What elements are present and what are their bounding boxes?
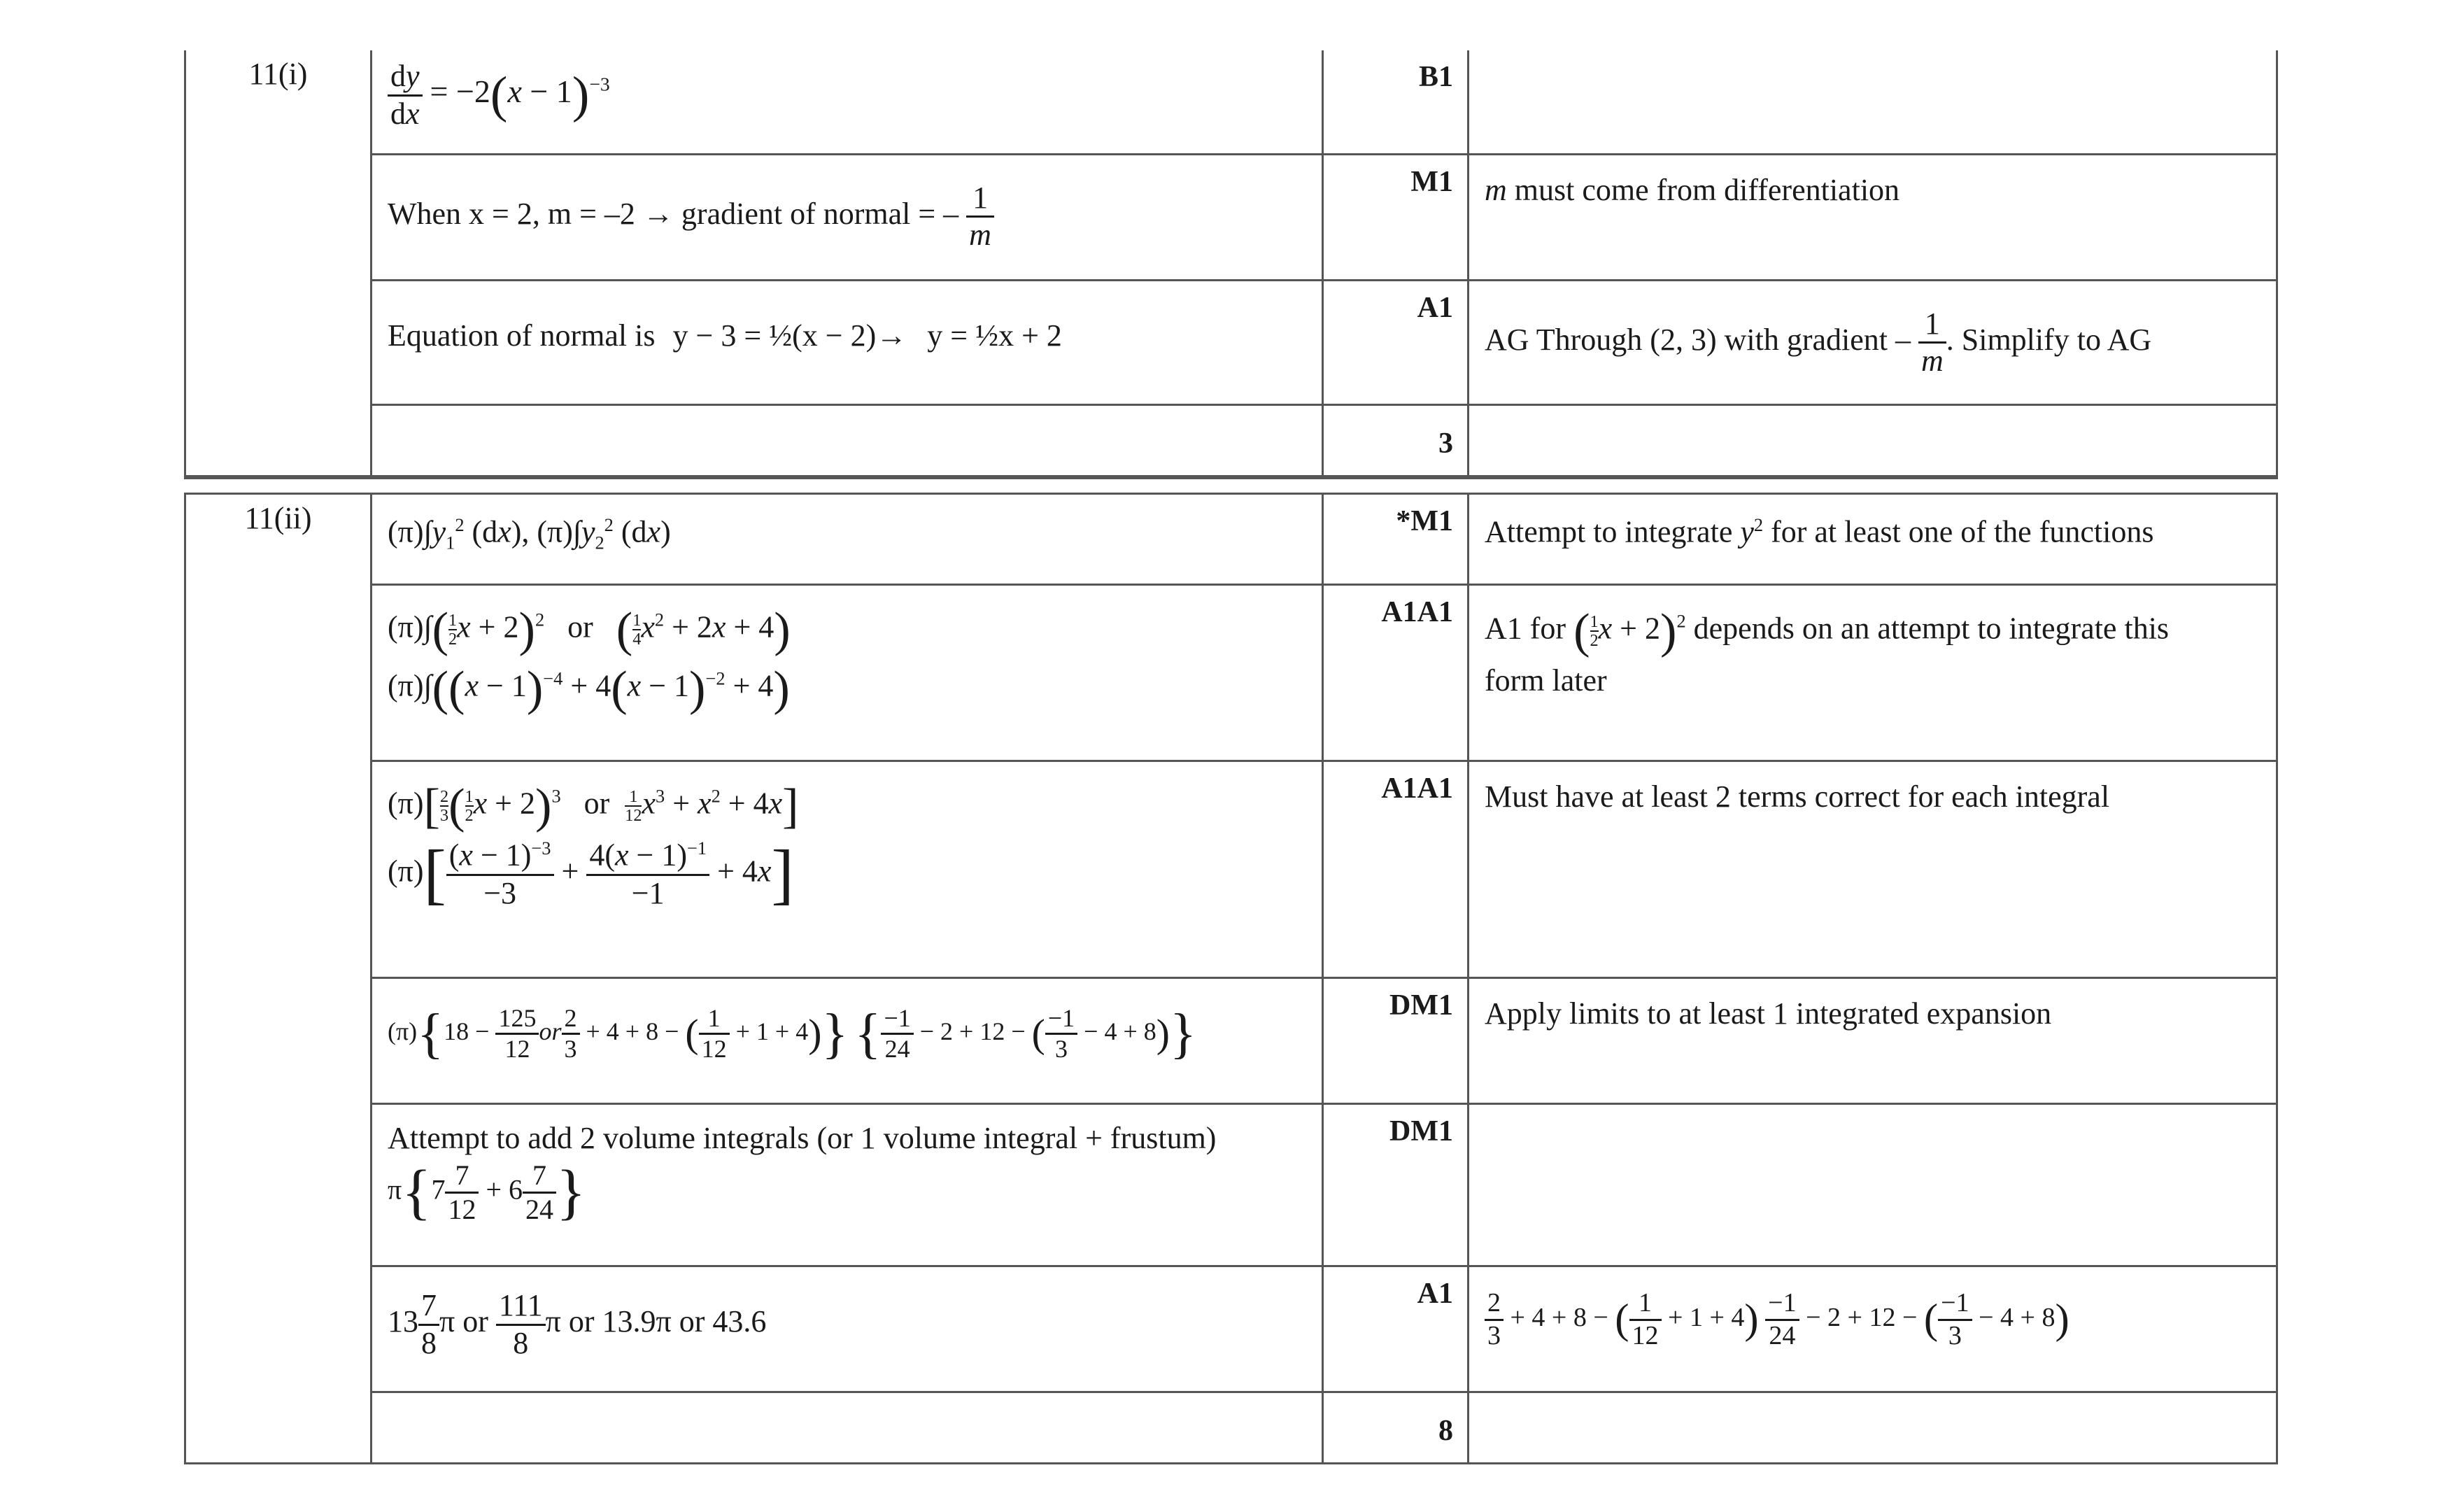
empty-answer-cell	[372, 404, 1323, 476]
guidance-text: depends on an attempt to integrate this	[1693, 611, 2170, 646]
mark-code: M1	[1323, 154, 1469, 280]
mark-code: A1	[1323, 1266, 1469, 1392]
fraction-numerator: 1	[966, 181, 994, 218]
empty-answer-cell	[372, 1392, 1323, 1464]
answer-integrated: (π)[ $\frac{2}{3}$ ( $\frac{1}{2}$ x + 2)$^3$ or $\frac{1}{12}$ $x^3 + x^2 + 4x$] (π)[ $\frac{(x - 1)^{-3}}{-3}$ + $\frac{4(x - 1)^{-1}}{-1}$ + 4x]	[372, 761, 1323, 978]
guidance-cell	[1469, 1104, 2277, 1266]
answer-text: When x = 2, m = –2 → gradient of normal = –	[388, 196, 959, 231]
answer-equation-2: y = ½x + 2	[927, 318, 1062, 353]
answer-limits: (π){18 − $\frac{125}{12}$ or $\frac{2}{3}$ + 4 + 8 − ( $\frac{1}{12}$ + 1 + 4)} { $\frac{-1}{24}$ − 2 + 12 − ( $\frac{-1}{3}$ − 4 + 8)}	[372, 978, 1323, 1104]
empty-guidance-cell	[1469, 404, 2277, 476]
guidance-text: AG Through (2, 3) with gradient –	[1485, 322, 1911, 357]
answer-text: π or	[439, 1304, 488, 1339]
mark-code: B1	[1323, 50, 1469, 154]
answer-equation-normal	[372, 280, 1323, 404]
total-marks: 3	[1323, 404, 1469, 476]
mark-code: DM1	[1323, 1104, 1469, 1266]
guidance-cell	[1469, 280, 2277, 404]
empty-guidance-cell	[1469, 1392, 2277, 1464]
guidance-cell: m must come from differentiation	[1469, 154, 2277, 280]
answer-add-volumes: Attempt to add 2 volume integrals (or 1 volume integral + frustum) π{7 $\frac{7}{12}$ + 6 $\frac{7}{24}$ }	[372, 1104, 1323, 1266]
answer-derivative: $\frac{dy}{dx}$ = $-2(x - 1)^{-3}$	[372, 50, 1323, 154]
mark-scheme-table-11i	[184, 50, 2278, 477]
answer-text: 13	[388, 1304, 418, 1339]
fraction-denominator: m	[1920, 344, 1944, 379]
question-number: 11(ii)	[185, 494, 372, 1464]
answer-volume-integrals: $(\pi)\int y_1^2$ (dx), $(\pi)\int y_2^2$ (dx)	[372, 494, 1323, 585]
answer-text: π or 13.9π or 43.6	[545, 1304, 767, 1339]
answer-equation-1: y − 3 = ½(x − 2)→	[672, 318, 907, 353]
question-number: 11(i)	[185, 50, 372, 476]
answer-integrands: (π)∫( $\frac{1}{2}$ x + 2)$^2$ or ( $\frac{1}{4}$ $x^2 + 2x + 4$) $(\pi)\int((x - 1)^{-4} + 4(x - 1)^{-2} + 4)$	[372, 585, 1323, 761]
mark-scheme-table-11ii	[184, 493, 2278, 1464]
answer-gradient-normal	[372, 154, 1323, 280]
guidance-cell: Apply limits to at least 1 integrated expansion	[1469, 978, 2277, 1104]
answer-text: Equation of normal is	[388, 318, 656, 353]
guidance-cell: A1 for ( $\frac{1}{2}$ x + 2)$^2$ depends on an attempt to integrate this form later	[1469, 585, 2277, 761]
guidance-cell: Attempt to integrate $y^2$ for at least one of the functions	[1469, 494, 2277, 585]
guidance-cell: $\frac{2}{3}$ + 4 + 8 − ( $\frac{1}{12}$ + 1 + 4) $\frac{-1}{24}$ − 2 + 12 − ( $\frac{-1}{3}$ − 4 + 8)	[1469, 1266, 2277, 1392]
mark-code: A1A1	[1323, 761, 1469, 978]
mark-code: A1	[1323, 280, 1469, 404]
guidance-text: Attempt to integrate	[1485, 514, 1733, 549]
guidance-text: . Simplify to AG	[1946, 322, 2152, 357]
mark-code: *M1	[1323, 494, 1469, 585]
guidance-cell	[1469, 50, 2277, 154]
fraction-numerator: 1	[1918, 306, 1946, 344]
total-marks: 8	[1323, 1392, 1469, 1464]
answer-final: 13 $\frac{7}{8}$ π or $\frac{111}{8}$ π or 13.9π or 43.6	[372, 1266, 1323, 1392]
guidance-text: for at least one of the functions	[1771, 514, 2154, 549]
guidance-text: form later	[1485, 663, 1607, 698]
mark-code: DM1	[1323, 978, 1469, 1104]
guidance-cell: Must have at least 2 terms correct for each integral	[1469, 761, 2277, 978]
mark-code: A1A1	[1323, 585, 1469, 761]
guidance-text: A1 for	[1485, 611, 1566, 646]
answer-text: Attempt to add 2 volume integrals (or 1 volume integral + frustum)	[388, 1121, 1217, 1155]
section-divider	[184, 477, 2278, 479]
fraction-denominator: m	[969, 218, 991, 253]
